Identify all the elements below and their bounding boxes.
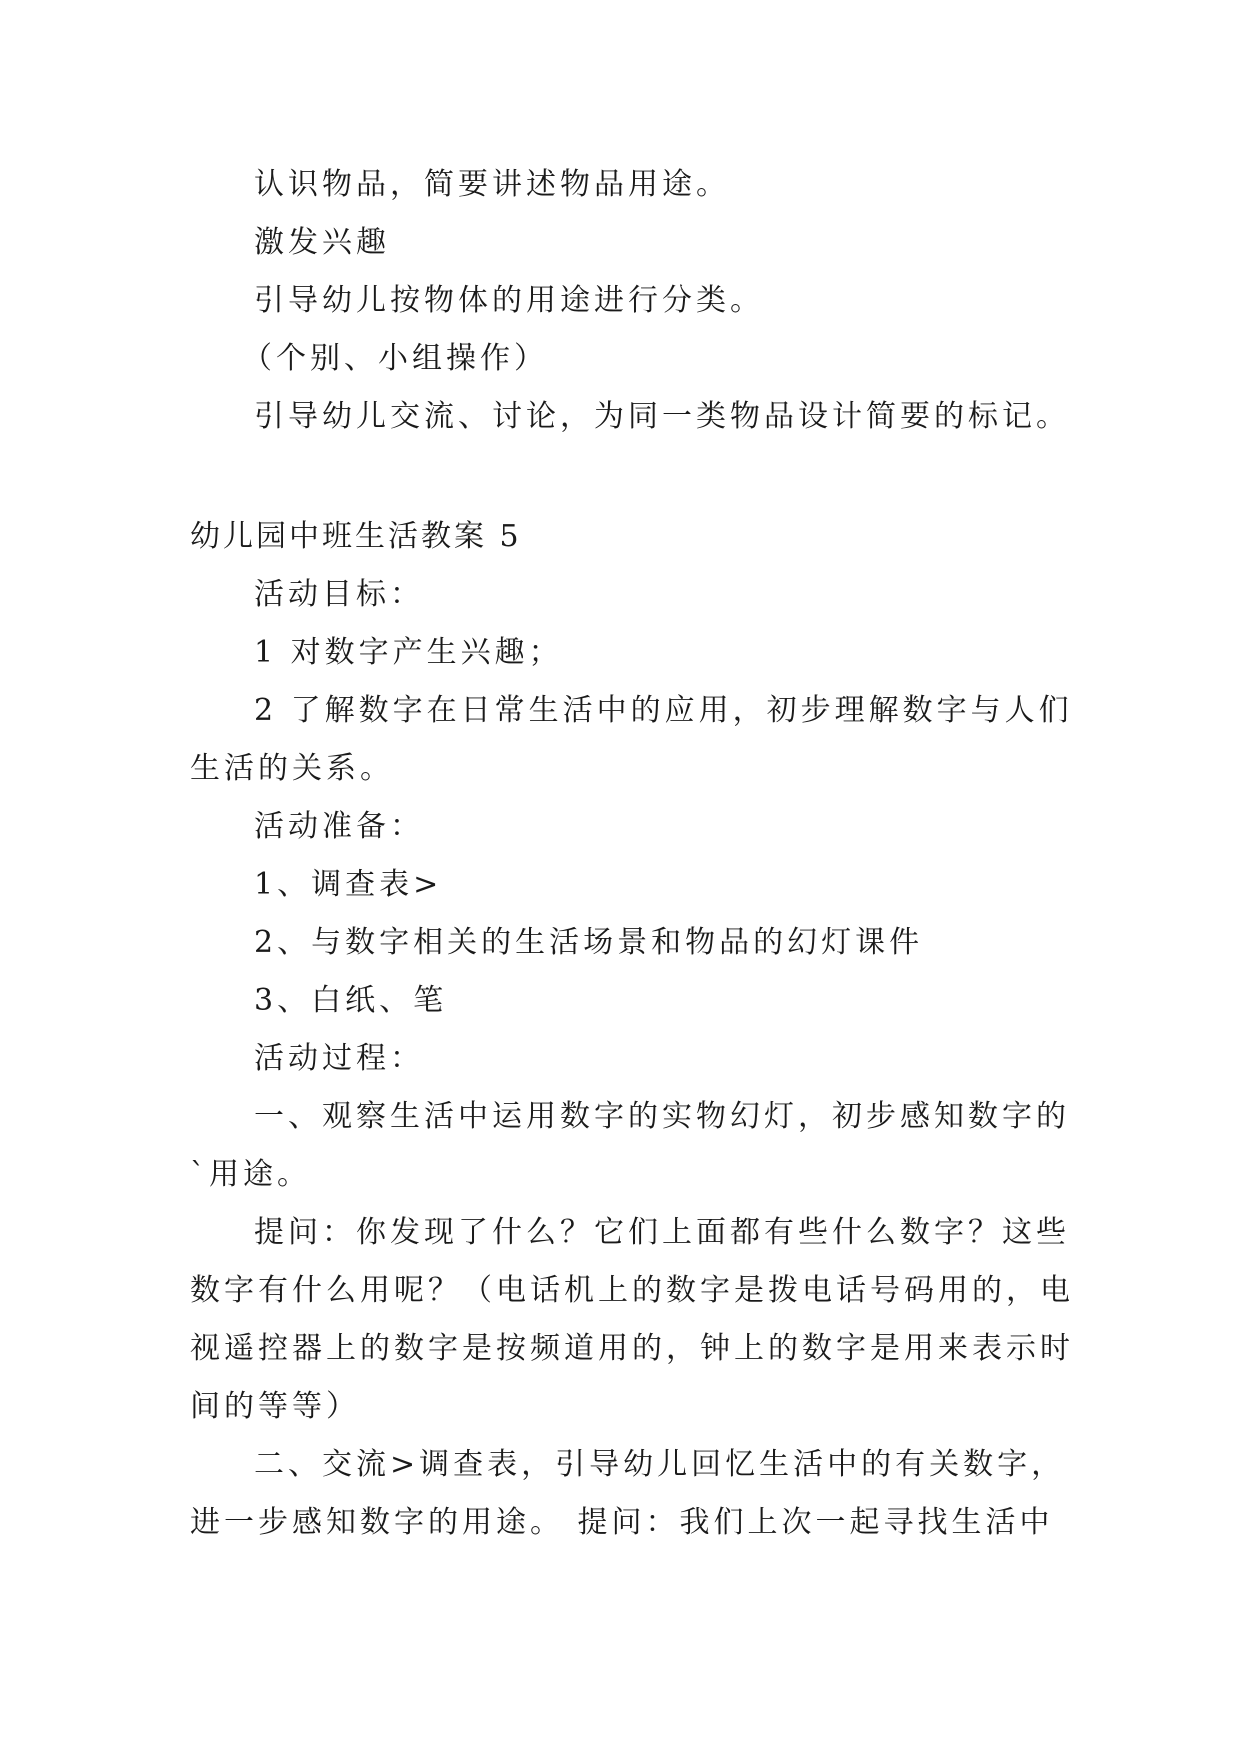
question-1-continued: 视遥控器上的数字是按频道用的，钟上的数字是用来表示时	[190, 1331, 1074, 1366]
paragraph-line: 引导幼儿交流、讨论，为同一类物品设计简要的标记。	[254, 399, 1070, 434]
goal-heading: 活动目标：	[254, 577, 424, 612]
prep-item-3: 3、白纸、笔	[254, 983, 448, 1018]
section-2-text	[190, 508, 1074, 1552]
question-1-continued: 数字有什么用呢？（电话机上的数字是拨电话号码用的，电	[190, 1273, 1074, 1308]
prep-item-1: 1、调查表>	[254, 867, 443, 902]
paragraph-line: 认识物品，简要讲述物品用途。	[254, 167, 730, 202]
section-title: 幼儿园中班生活教案 5	[190, 519, 522, 554]
paragraph-line: 激发兴趣	[254, 225, 390, 260]
paragraph-line: 引导幼儿按物体的用途进行分类。	[254, 283, 764, 318]
section-1-text	[190, 156, 1070, 446]
step-2-continued: 进一步感知数字的用途。 提问：我们上次一起寻找生活中	[190, 1505, 1054, 1540]
question-1-continued: 间的等等）	[190, 1389, 360, 1424]
goal-item-2-continued: 生活的关系。	[190, 751, 394, 786]
prep-item-2: 2、与数字相关的生活场景和物品的幻灯课件	[254, 925, 924, 960]
goal-item-2: 2 了解数字在日常生活中的应用，初步理解数字与人们	[254, 693, 1073, 728]
prep-heading: 活动准备：	[254, 809, 424, 844]
step-1-continued: `用途。	[190, 1157, 311, 1192]
goal-item-1: 1 对数字产生兴趣；	[254, 635, 563, 670]
process-heading: 活动过程：	[254, 1041, 424, 1076]
paragraph-line: （个别、小组操作）	[242, 341, 548, 376]
step-1: 一、观察生活中运用数字的实物幻灯，初步感知数字的	[254, 1099, 1070, 1134]
step-2: 二、交流>调查表，引导幼儿回忆生活中的有关数字，	[254, 1447, 1066, 1482]
question-1: 提问：你发现了什么？它们上面都有些什么数字？这些	[254, 1215, 1070, 1250]
